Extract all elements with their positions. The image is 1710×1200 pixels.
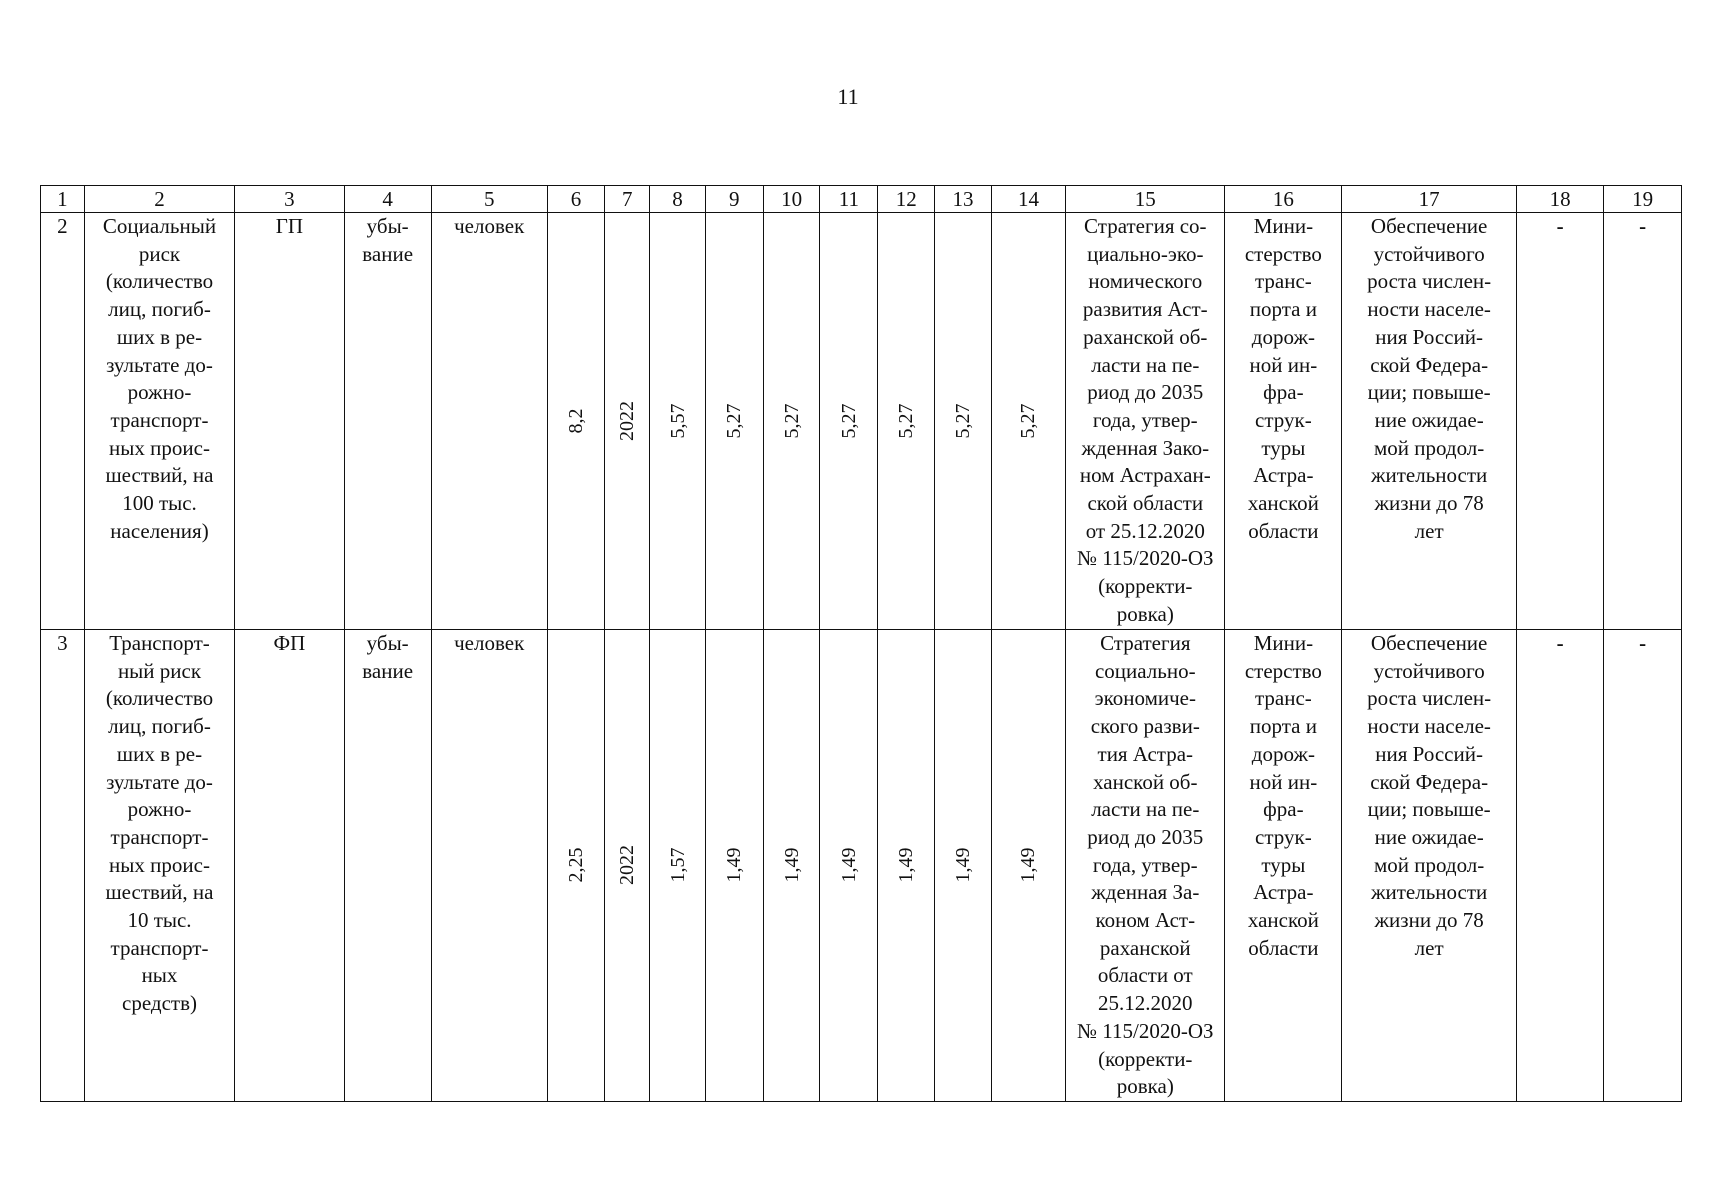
header-cell: 16	[1225, 186, 1342, 213]
header-cell: 17	[1342, 186, 1517, 213]
year-value: 5,27	[780, 403, 803, 439]
year-value-cell	[705, 213, 763, 630]
year-value: 5,57	[666, 403, 689, 439]
page-number: 11	[837, 84, 859, 109]
indicator-name: Транспорт- ный риск (количество лиц, погиб- ших в ре- зультате до- рожно- транспорт- ных проис- шествий, на 10 тыс. транспорт- ных средств)	[84, 630, 235, 1102]
base-year: 2022	[616, 401, 639, 441]
year-value: 5,27	[951, 403, 974, 439]
header-cell: 18	[1516, 186, 1603, 213]
year-value-cell	[820, 213, 878, 630]
year-value-cell	[878, 630, 935, 1102]
table-row	[41, 213, 1682, 630]
year-value-cell	[763, 630, 820, 1102]
year-value-cell	[705, 630, 763, 1102]
indicator-type: ФП	[235, 630, 344, 1102]
base-year-cell	[605, 213, 650, 630]
year-value: 5,27	[1017, 403, 1040, 439]
col18-value: -	[1516, 213, 1603, 630]
row-number: 2	[41, 213, 85, 630]
year-value: 1,57	[666, 847, 689, 883]
responsible-body: Мини- стерство транс- порта и дорож- ной ин- фра- струк- туры Астра- ханской области	[1225, 630, 1342, 1102]
indicator-direction: убы- вание	[344, 213, 431, 630]
header-row	[41, 186, 1682, 213]
year-value: 5,27	[895, 403, 918, 439]
base-value: 2,25	[564, 847, 587, 883]
header-cell: 10	[763, 186, 820, 213]
col19-value: -	[1604, 213, 1682, 630]
base-year: 2022	[616, 845, 639, 886]
header-cell: 8	[650, 186, 706, 213]
year-value-cell	[650, 630, 706, 1102]
year-value-cell	[763, 213, 820, 630]
responsible-body: Мини- стерство транс- порта и дорож- ной ин- фра- струк- туры Астра- ханской области	[1225, 213, 1342, 630]
table-row	[41, 630, 1682, 1102]
source-document: Стратегия со- циально-эко- номического развития Аст- раханской об- ласти на пе- риод до 2035 года, утвер- жденная Зако- ном Астрахан- ской области от 25.12.2020 № 115/2020-ОЗ (корректи- ровка)	[1066, 213, 1225, 630]
header-cell: 7	[605, 186, 650, 213]
year-value: 1,49	[1017, 847, 1040, 883]
header-cell: 6	[547, 186, 605, 213]
year-value: 1,49	[837, 847, 860, 883]
indicator-type: ГП	[235, 213, 344, 630]
national-goal: Обеспечение устойчивого роста числен- ности населе- ния Россий- ской Федера- ции; повыше- ние ожидае- мой продол- жительности жизни до 78 лет	[1342, 213, 1517, 630]
year-value: 5,27	[723, 403, 746, 439]
base-value-cell	[547, 630, 605, 1102]
header-cell: 3	[235, 186, 344, 213]
header-cell: 9	[705, 186, 763, 213]
year-value-cell	[991, 213, 1065, 630]
year-value: 1,49	[723, 847, 746, 883]
year-value-cell	[650, 213, 706, 630]
year-value: 1,49	[780, 847, 803, 883]
header-cell: 13	[935, 186, 992, 213]
base-value: 8,2	[564, 408, 587, 434]
col19-value: -	[1604, 630, 1682, 1102]
header-cell: 15	[1066, 186, 1225, 213]
indicator-direction: убы- вание	[344, 630, 431, 1102]
base-year-cell	[605, 630, 650, 1102]
national-goal: Обеспечение устойчивого роста числен- ности населе- ния Россий- ской Федера- ции; повыше- ние ожидае- мой продол- жительности жизни до 78 лет	[1342, 630, 1517, 1102]
indicator-unit: человек	[431, 213, 547, 630]
year-value: 1,49	[951, 847, 974, 883]
header-cell: 1	[41, 186, 85, 213]
header-cell: 14	[991, 186, 1065, 213]
header-cell: 12	[878, 186, 935, 213]
row-number: 3	[41, 630, 85, 1102]
year-value: 1,49	[895, 847, 918, 883]
year-value: 5,27	[837, 403, 860, 439]
base-value-cell	[547, 213, 605, 630]
indicator-table	[40, 185, 1682, 1102]
indicator-name: Социальный риск (количество лиц, погиб- ших в ре- зультате до- рожно- транспорт- ных проис- шествий, на 100 тыс. населения)	[84, 213, 235, 630]
header-cell: 19	[1604, 186, 1682, 213]
year-value-cell	[935, 630, 992, 1102]
header-cell: 4	[344, 186, 431, 213]
header-cell: 2	[84, 186, 235, 213]
source-document: Стратегия социально- экономиче- ского разви- тия Астра- ханской об- ласти на пе- риод до 2035 года, утвер- жденная За- коном Аст- раханской области от 25.12.2020 № 115/2020-ОЗ (корректи- ровка)	[1066, 630, 1225, 1102]
indicator-unit: человек	[431, 630, 547, 1102]
header-cell: 5	[431, 186, 547, 213]
year-value-cell	[935, 213, 992, 630]
header-cell: 11	[820, 186, 878, 213]
year-value-cell	[991, 630, 1065, 1102]
year-value-cell	[878, 213, 935, 630]
year-value-cell	[820, 630, 878, 1102]
col18-value: -	[1516, 630, 1603, 1102]
